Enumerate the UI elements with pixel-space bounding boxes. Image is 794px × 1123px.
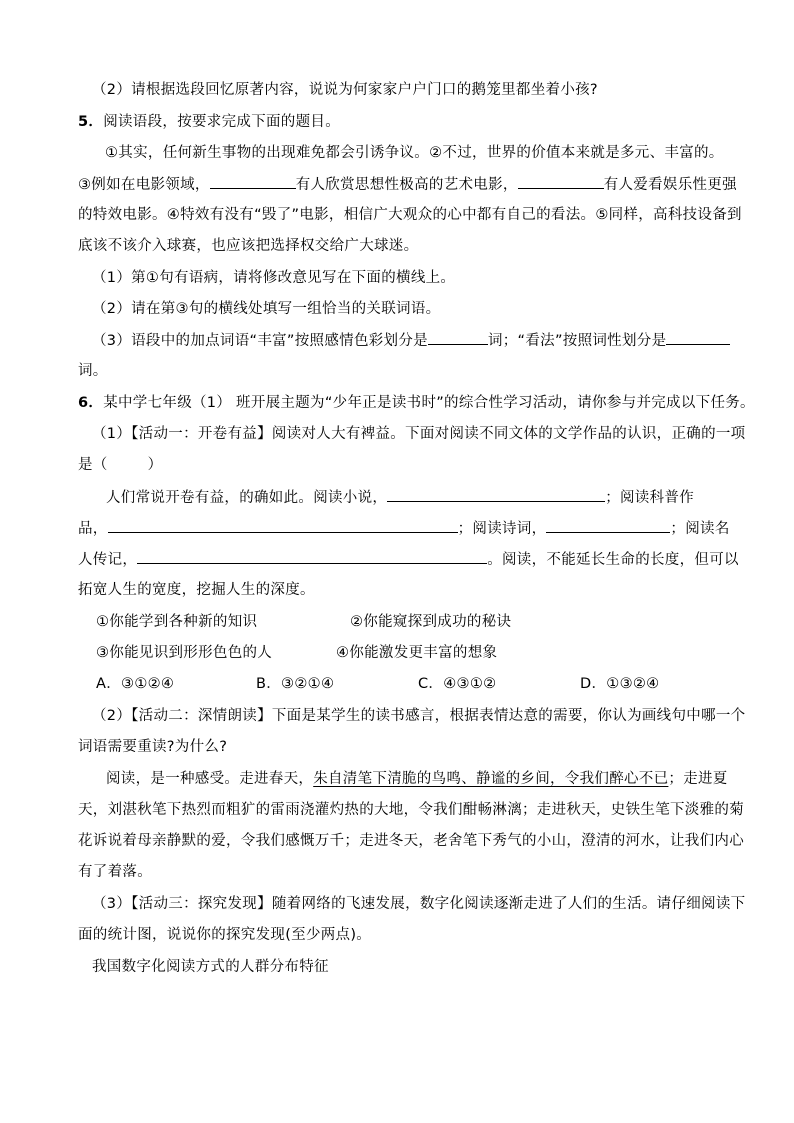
q6-activity2-line2: 词语需要重读?为什么? bbox=[78, 739, 228, 755]
q6-reading-line4: 有了着落。 bbox=[78, 864, 152, 880]
q5-number: 5． bbox=[78, 114, 104, 130]
q5-blank-1[interactable] bbox=[210, 174, 296, 189]
q6-activity3-line1: （3）【活动三：探究发现】随着网络的飞速发展，数字化阅读逐渐走进了人们的生活。请仔细阅读下 bbox=[92, 896, 746, 912]
q6-fill-line2 bbox=[78, 518, 730, 539]
q5-sub3 bbox=[92, 330, 730, 351]
q6-fill-seg: 。阅读，不能延长生命的长度，但可以 bbox=[487, 552, 739, 568]
q6-blank-novel[interactable] bbox=[387, 487, 605, 502]
q6-reading-seg: 阅读，是一种感受。走进春天， bbox=[106, 771, 314, 787]
q6-activity1-line1: （1）【活动一：开卷有益】阅读对人大有裨益。下面对阅读不同文体的文学作品的认识，正确的一项 bbox=[92, 426, 746, 442]
q5-sub1: （1）第①句有语病，请将修改意见写在下面的横线上。 bbox=[92, 270, 456, 286]
q6-fill-seg: 品， bbox=[78, 521, 108, 537]
q5-para-line2 bbox=[78, 174, 737, 195]
q6-fill-seg: 人们常说开卷有益，的确如此。阅读小说， bbox=[106, 490, 388, 506]
q6-option-4: ④你能激发更丰富的想象 bbox=[336, 645, 498, 661]
q6-fill-seg: ；阅读诗词， bbox=[457, 521, 547, 537]
q6-activity3-line2: 面的统计图，说说你的探究发现(至少两点)。 bbox=[78, 927, 372, 943]
q6-reading-line2: 天，刘湛秋笔下热烈而粗犷的雷雨浇灌灼热的大地，令我们酣畅淋漓；走进秋天，史铁生笔下淡雅的菊 bbox=[78, 802, 744, 818]
q5-sub2: （2）请在第③句的横线处填写一组恰当的关联词语。 bbox=[92, 301, 441, 317]
q6-blank-biography[interactable] bbox=[137, 549, 487, 564]
q6-header bbox=[78, 393, 755, 413]
q6-fill-line4: 拓宽人生的宽度，挖掘人生的深度。 bbox=[78, 582, 315, 598]
q5-para-line4: 底该不该介入球赛，也应该把选择权交给广大球迷。 bbox=[78, 238, 419, 254]
q5-sub3-end: 词。 bbox=[78, 363, 108, 379]
q6-answer-label: 是（ bbox=[78, 457, 108, 473]
q6-underlined-sentence: 朱自清笔下清脆的鸟鸣、静谧的乡间，令我们醉心不已 bbox=[313, 771, 669, 787]
q6-fill-line3 bbox=[78, 549, 739, 570]
q6-fill-line1 bbox=[106, 487, 694, 508]
q5-blank-4[interactable] bbox=[666, 330, 730, 345]
q6-option-2: ②你能窥探到成功的秘诀 bbox=[350, 614, 512, 630]
q6-answer-close: ） bbox=[147, 457, 163, 473]
q5-blank-3[interactable] bbox=[428, 330, 488, 345]
q5-para-seg: 有人爱看娱乐性更强 bbox=[603, 177, 737, 193]
q5-title: 阅读语段，按要求完成下面的题目。 bbox=[103, 114, 341, 130]
q5-header bbox=[78, 112, 340, 132]
q5-para-line1: ①其实，任何新生事物的出现难免都会引诱争议。②不过，世界的价值本来就是多元、丰富的。 bbox=[105, 145, 724, 161]
q6-activity1-line2 bbox=[78, 455, 162, 475]
q5-sub3-seg: （3）语段中的加点词语“丰富”按照感情色彩划分是 bbox=[92, 333, 428, 349]
q6-choice-d[interactable]: D．①③②④ bbox=[580, 676, 660, 692]
q5-para-line3: 的特效电影。④特效有没有“毁了”电影，相信广大观众的心中都有自己的看法。⑤同样，高科技设备到 bbox=[78, 207, 742, 223]
q6-title: 某中学七年级（1） 班开展主题为“少年正是读书时”的综合性学习活动，请你参与并完成以下任务。 bbox=[103, 395, 755, 411]
q6-choice-b[interactable]: B．③②①④ bbox=[256, 676, 335, 692]
q6-fill-seg: ；阅读科普作 bbox=[605, 490, 695, 506]
q4-sub2: （2）请根据选段回忆原著内容，说说为何家家户户门口的鹅笼里都坐着小孩? bbox=[92, 82, 598, 98]
q6-choice-a[interactable]: A．③①②④ bbox=[96, 676, 175, 692]
q6-reading-line3: 花诉说着母亲静默的爱，令我们感慨万千；走进冬天，老舍笔下秀气的小山，澄清的河水，让我们内心 bbox=[78, 833, 744, 849]
q5-blank-2[interactable] bbox=[518, 174, 604, 189]
q6-reading-line1 bbox=[106, 769, 728, 789]
q5-sub3-seg: 词；“看法”按照词性划分是 bbox=[487, 333, 667, 349]
q6-reading-seg: ；走进夏 bbox=[668, 771, 728, 787]
q6-number: 6． bbox=[78, 395, 104, 411]
q6-option-3: ③你能见识到形形色色的人 bbox=[96, 645, 273, 661]
q6-activity2-line1: （2）【活动二：深情朗读】下面是某学生的读书感言，根据表情达意的需要，你认为画线句中哪一个 bbox=[92, 708, 746, 724]
q6-chart-title: 我国数字化阅读方式的人群分布特征 bbox=[92, 959, 329, 975]
q6-fill-seg: 人传记， bbox=[78, 552, 138, 568]
q6-option-1: ①你能学到各种新的知识 bbox=[96, 614, 258, 630]
q5-para-seg: ③例如在电影领域， bbox=[78, 177, 210, 193]
q6-blank-poetry[interactable] bbox=[546, 518, 670, 533]
q6-fill-seg: ；阅读名 bbox=[670, 521, 730, 537]
q6-choice-c[interactable]: C．④③①② bbox=[418, 676, 497, 692]
q5-para-seg: 有人欣赏思想性极高的艺术电影， bbox=[295, 177, 518, 193]
q6-blank-science[interactable] bbox=[108, 518, 458, 533]
